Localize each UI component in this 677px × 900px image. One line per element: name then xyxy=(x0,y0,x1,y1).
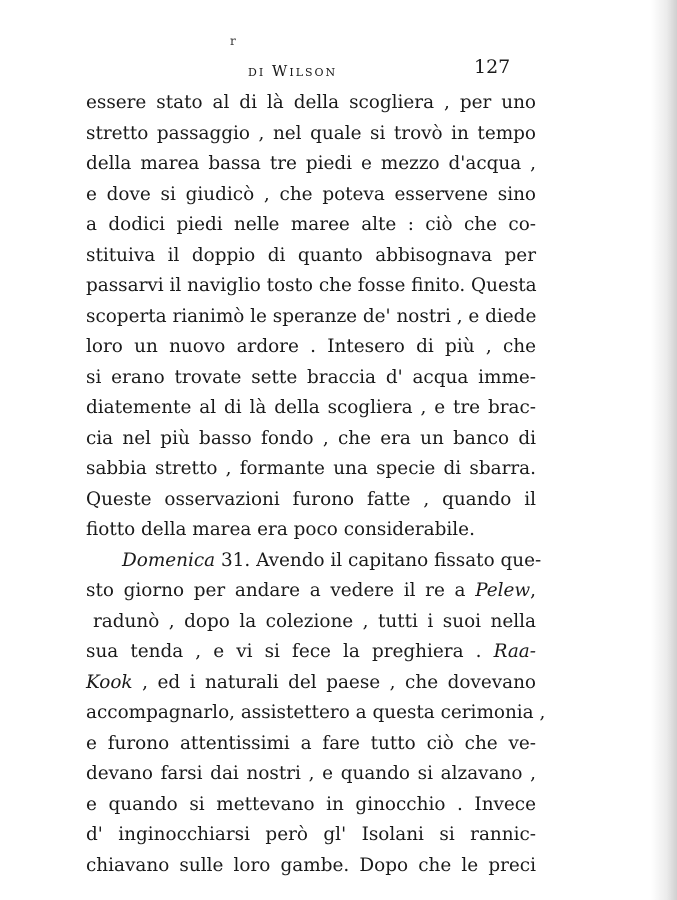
body-text xyxy=(86,88,546,881)
page-edge-shadow xyxy=(651,0,677,900)
text-fragment: sua tenda , e vi si fece la preghiera . xyxy=(86,641,494,662)
text-line: sabbia stretto , formante una specie di sbarra. xyxy=(86,458,536,479)
text-line: loro un nuovo ardore . Intesero di più , che xyxy=(86,336,536,357)
text-line: scoperta rianimò le speranze de' nostri , e diede xyxy=(86,305,537,327)
text-fragment: , xyxy=(530,580,536,601)
text-line: stretto passaggio , nel quale si trovò in tempo xyxy=(86,122,536,144)
text-line: e quando si mettevano in ginocchio . Invece xyxy=(86,793,536,815)
text-line: passarvi il naviglio tosto che fosse finito. Questa xyxy=(86,275,537,296)
text-line: devano farsi dai nostri , e quando si alzavano , xyxy=(86,763,536,784)
text-line xyxy=(86,576,536,607)
text-line: della marea bassa tre piedi e mezzo d'acqua , xyxy=(86,153,536,174)
text-line: diatemente al di là della scogliera , e tre brac- xyxy=(86,397,536,418)
text-line: accompagnarlo, assistettero a questa cerimonia , xyxy=(86,702,546,723)
corner-mark: r xyxy=(230,34,236,48)
text-line: si erano trovate sette braccia d' acqua imme- xyxy=(86,366,536,388)
text-line: e dove si giudicò , che poteva esservene sino xyxy=(86,183,536,205)
running-head: di Wilson xyxy=(248,62,338,80)
text-line: radunò , dopo la colezione , tutti i suoi nella xyxy=(93,610,536,632)
text-fragment: , ed i naturali del paese , che dovevano xyxy=(132,671,536,693)
page-number: 127 xyxy=(474,56,511,78)
text-line: fiotto della marea era poco considerabile. xyxy=(86,519,475,540)
text-line xyxy=(86,637,536,668)
text-line: d' inginocchiarsi però gl' Isolani si rannic- xyxy=(86,824,536,845)
text-line xyxy=(86,668,536,699)
italic-place-name: Pelew xyxy=(475,580,531,601)
text-line: a dodici piedi nelle maree alte : ciò che co- xyxy=(86,214,536,235)
text-fragment: 31. Avendo il capitano fissato que- xyxy=(215,549,542,571)
italic-person-name: Kook xyxy=(86,671,133,693)
italic-person-name: Raa- xyxy=(493,641,536,662)
text-line: Queste osservazioni furono fatte , quando il xyxy=(86,488,536,510)
text-line: chiavano sulle loro gambe. Dopo che le preci xyxy=(86,854,536,876)
text-line: e furono attentissimi a fare tutto ciò che ve- xyxy=(86,732,536,754)
text-line: essere stato al di là della scogliera , per uno xyxy=(86,92,536,113)
text-line xyxy=(86,546,542,577)
italic-date: Domenica xyxy=(122,549,216,571)
text-line: cia nel più basso fondo , che era un banco di xyxy=(86,427,536,449)
text-fragment: sto giorno per andare a vedere il re a xyxy=(86,580,476,601)
text-line: stituiva il doppio di quanto abbisognava per xyxy=(86,244,536,266)
